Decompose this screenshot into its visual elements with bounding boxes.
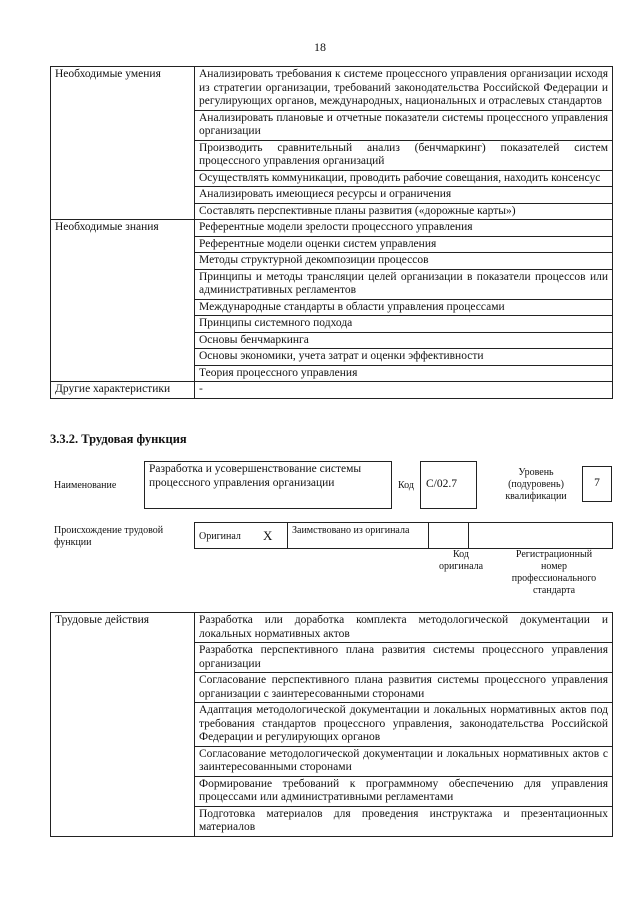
code-box: С/02.7 — [420, 461, 477, 509]
table-row — [51, 613, 613, 643]
name-label: Наименование — [54, 480, 117, 491]
borrowed-label: Заимствовано из оригинала — [292, 525, 410, 536]
row-label-knowledge: Необходимые знания — [51, 220, 195, 382]
list-item: Анализировать плановые и отчетные показатели системы процессного управления организации — [195, 110, 613, 140]
table-row — [51, 382, 613, 399]
list-item: - — [195, 382, 613, 399]
list-item: Разработка или доработка комплекта методологической документации и локальных нормативных актов — [195, 613, 613, 643]
registration-number-cell — [468, 522, 613, 549]
origin-label: Происхождение трудовой функции — [54, 525, 164, 548]
list-item: Адаптация методологической документации и локальных нормативных актов под требования стандартов процессного управления, законодательства Российской Федерации и регулирующих органов — [195, 703, 613, 747]
list-item: Производить сравнительный анализ (бенчмаркинг) показателей систем процессного управления организаций — [195, 140, 613, 170]
list-item: Основы экономики, учета затрат и оценки эффективности — [195, 349, 613, 366]
page-number: 18 — [314, 40, 326, 54]
list-item: Референтные модели зрелости процессного управления — [195, 220, 613, 237]
list-item: Анализировать требования к системе процессного управления организации исходя из стратегии организации, требований законодательства Российской Федерации и регулирующих органов, международных, национальных и отраслевых стандартов — [195, 67, 613, 111]
list-item: Принципы системного подхода — [195, 316, 613, 333]
list-item: Осуществлять коммуникации, проводить рабочие совещания, находить консенсус — [195, 170, 613, 187]
reg-caption: Регистрационный номер профессионального стандарта — [511, 549, 597, 596]
list-item: Международные стандарты в области управления процессами — [195, 299, 613, 316]
table-row — [51, 67, 613, 111]
list-item: Разработка перспективного плана развития системы процессного управления организации — [195, 643, 613, 673]
row-label-skills: Необходимые умения — [51, 67, 195, 220]
code-label: Код — [398, 480, 414, 491]
origin-original-cell — [194, 522, 288, 549]
list-item: Согласование методологической документации и локальных нормативных актов с заинтересованными сторонами — [195, 746, 613, 776]
list-item: Референтные модели оценки систем управления — [195, 236, 613, 253]
list-item: Основы бенчмаркинга — [195, 332, 613, 349]
list-item: Формирование требований к программному обеспечению для управления процессами или административными регламентами — [195, 776, 613, 806]
original-code-cell — [428, 522, 469, 549]
table-row — [51, 220, 613, 237]
labour-actions-table — [50, 612, 613, 837]
original-label: Оригинал — [199, 531, 241, 542]
list-item: Анализировать имеющиеся ресурсы и ограничения — [195, 187, 613, 204]
level-label: Уровень (подуровень) квалификации — [505, 467, 567, 502]
list-item: Согласование перспективного плана развития системы процессного управления организации с заинтересованными сторонами — [195, 673, 613, 703]
list-item: Принципы и методы трансляции целей организации в показатели процессов или административных регламентов — [195, 269, 613, 299]
row-label-actions: Трудовые действия — [51, 613, 195, 837]
list-item: Подготовка материалов для проведения инструктажа и презентационных материалов — [195, 806, 613, 836]
original-mark: Х — [263, 528, 273, 543]
code-caption: Код оригинала — [438, 549, 484, 572]
function-name-box: Разработка и усовершенствование системы процессного управления организации — [144, 461, 392, 509]
section-title: 3.3.2. Трудовая функция — [50, 432, 187, 446]
list-item: Теория процессного управления — [195, 365, 613, 382]
list-item: Методы структурной декомпозиции процессов — [195, 253, 613, 270]
origin-borrowed-cell — [287, 522, 429, 549]
level-box: 7 — [582, 466, 612, 502]
row-label-other: Другие характеристики — [51, 382, 195, 399]
skills-knowledge-table — [50, 66, 613, 399]
list-item: Составлять перспективные планы развития («дорожные карты») — [195, 203, 613, 220]
